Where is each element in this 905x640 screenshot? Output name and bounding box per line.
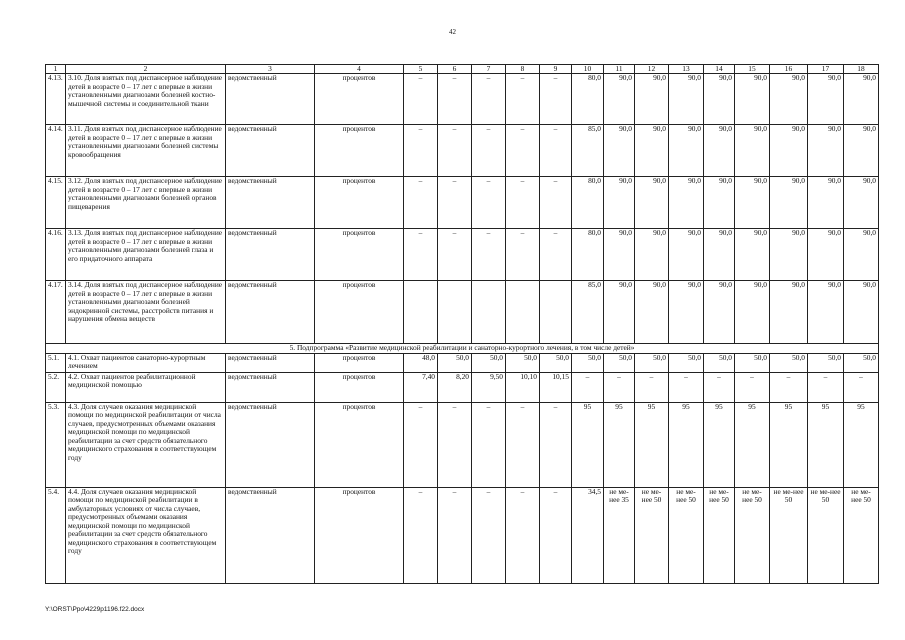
value-cell bbox=[506, 281, 540, 344]
value-cell: 95 bbox=[770, 402, 808, 487]
value-cell: 90,0 bbox=[735, 281, 770, 344]
table-row bbox=[46, 487, 879, 583]
value-cell: 50,0 bbox=[506, 353, 540, 372]
value-cell: 95 bbox=[604, 402, 635, 487]
value-cell: 95 bbox=[808, 402, 844, 487]
value-cell: не ме-нее 50 bbox=[635, 487, 669, 583]
value-cell: – bbox=[472, 402, 506, 487]
value-cell: – bbox=[438, 487, 472, 583]
value-cell: 7,40 bbox=[404, 372, 438, 402]
value-cell: – bbox=[506, 229, 540, 281]
value-cell: не ме-нее 50 bbox=[669, 487, 704, 583]
value-cell: 50,0 bbox=[704, 353, 735, 372]
value-cell: 90,0 bbox=[844, 125, 879, 177]
value-cell: 90,0 bbox=[604, 281, 635, 344]
value-cell: – bbox=[604, 372, 635, 402]
value-cell: 90,0 bbox=[704, 177, 735, 229]
indicator-type: ведомственный bbox=[226, 177, 315, 229]
value-cell: 90,0 bbox=[669, 74, 704, 125]
indicator-type: ведомственный bbox=[226, 372, 315, 402]
value-cell: 50,0 bbox=[770, 353, 808, 372]
indicators-table bbox=[45, 64, 879, 584]
value-cell: – bbox=[404, 177, 438, 229]
value-cell: – bbox=[735, 372, 770, 402]
value-cell: 90,0 bbox=[770, 177, 808, 229]
value-cell: не ме-нее 50 bbox=[770, 487, 808, 583]
value-cell: 90,0 bbox=[604, 125, 635, 177]
table-row bbox=[46, 125, 879, 177]
value-cell: – bbox=[404, 229, 438, 281]
value-cell: 80,0 bbox=[572, 177, 604, 229]
value-cell: 90,0 bbox=[635, 74, 669, 125]
value-cell: 90,0 bbox=[635, 125, 669, 177]
value-cell: – bbox=[844, 372, 879, 402]
value-cell: – bbox=[404, 74, 438, 125]
indicator-type: ведомственный bbox=[226, 487, 315, 583]
value-cell: 90,0 bbox=[669, 281, 704, 344]
value-cell: – bbox=[438, 402, 472, 487]
col-number: 6 bbox=[438, 65, 472, 74]
col-number: 11 bbox=[604, 65, 635, 74]
value-cell: не ме-нее 50 bbox=[704, 487, 735, 583]
indicator-unit: процентов bbox=[315, 125, 404, 177]
page-number: 42 bbox=[449, 28, 456, 36]
table-row bbox=[46, 177, 879, 229]
value-cell: 90,0 bbox=[604, 74, 635, 125]
indicator-type: ведомственный bbox=[226, 353, 315, 372]
value-cell bbox=[438, 281, 472, 344]
value-cell: – bbox=[669, 372, 704, 402]
col-number: 8 bbox=[506, 65, 540, 74]
value-cell: 85,0 bbox=[572, 281, 604, 344]
row-number: 5.4. bbox=[46, 487, 66, 583]
value-cell: – bbox=[704, 372, 735, 402]
value-cell: – bbox=[438, 74, 472, 125]
value-cell: – bbox=[506, 177, 540, 229]
indicator-unit: процентов bbox=[315, 281, 404, 344]
value-cell: – bbox=[472, 74, 506, 125]
value-cell: 10,10 bbox=[506, 372, 540, 402]
value-cell: 50,0 bbox=[635, 353, 669, 372]
value-cell: 10,15 bbox=[540, 372, 572, 402]
value-cell: – bbox=[506, 74, 540, 125]
value-cell: не ме-нее 50 bbox=[808, 487, 844, 583]
value-cell: – bbox=[404, 125, 438, 177]
table-row bbox=[46, 74, 879, 125]
value-cell: 90,0 bbox=[669, 125, 704, 177]
value-cell: 95 bbox=[635, 402, 669, 487]
indicator-unit: процентов bbox=[315, 402, 404, 487]
indicator-name: 3.11. Доля взятых под диспансерное наблюдение детей в возрасте 0 – 17 лет с впервые в жизни установленными диагнозами болезней системы кровообращения bbox=[66, 125, 226, 177]
col-number: 16 bbox=[770, 65, 808, 74]
value-cell: 90,0 bbox=[770, 229, 808, 281]
value-cell: 90,0 bbox=[669, 229, 704, 281]
section-row bbox=[46, 344, 879, 354]
indicator-unit: процентов bbox=[315, 353, 404, 372]
value-cell: 90,0 bbox=[770, 74, 808, 125]
value-cell: 90,0 bbox=[808, 125, 844, 177]
indicator-type: ведомственный bbox=[226, 229, 315, 281]
value-cell: – bbox=[540, 402, 572, 487]
value-cell: – bbox=[404, 487, 438, 583]
indicator-type: ведомственный bbox=[226, 281, 315, 344]
value-cell: 90,0 bbox=[635, 177, 669, 229]
table-row bbox=[46, 402, 879, 487]
value-cell: 50,0 bbox=[438, 353, 472, 372]
value-cell: 95 bbox=[669, 402, 704, 487]
value-cell: 90,0 bbox=[735, 177, 770, 229]
indicator-type: ведомственный bbox=[226, 74, 315, 125]
value-cell: 50,0 bbox=[572, 353, 604, 372]
value-cell: 9,50 bbox=[472, 372, 506, 402]
row-number: 5.1. bbox=[46, 353, 66, 372]
value-cell: 95 bbox=[735, 402, 770, 487]
value-cell: 90,0 bbox=[844, 74, 879, 125]
value-cell: 50,0 bbox=[472, 353, 506, 372]
col-number: 2 bbox=[66, 65, 226, 74]
value-cell: не ме-нее 50 bbox=[844, 487, 879, 583]
value-cell: 50,0 bbox=[669, 353, 704, 372]
value-cell bbox=[540, 281, 572, 344]
value-cell: – bbox=[404, 402, 438, 487]
value-cell: 48,0 bbox=[404, 353, 438, 372]
row-number: 4.15. bbox=[46, 177, 66, 229]
value-cell: 90,0 bbox=[735, 229, 770, 281]
value-cell: 90,0 bbox=[704, 74, 735, 125]
value-cell: – bbox=[472, 125, 506, 177]
indicator-unit: процентов bbox=[315, 487, 404, 583]
value-cell: – bbox=[540, 74, 572, 125]
value-cell: 80,0 bbox=[572, 229, 604, 281]
col-number: 13 bbox=[669, 65, 704, 74]
table-row bbox=[46, 281, 879, 344]
col-number: 7 bbox=[472, 65, 506, 74]
indicator-unit: процентов bbox=[315, 229, 404, 281]
value-cell: 90,0 bbox=[604, 177, 635, 229]
indicator-type: ведомственный bbox=[226, 125, 315, 177]
file-path-footer: Y:\ORST\Ppo\4229p1196.f22.docx bbox=[45, 606, 145, 613]
value-cell: – bbox=[472, 177, 506, 229]
indicator-name: 4.3. Доля случаев оказания медицинской помощи по медицинской реабилитации от числа случаев, предусмотренных объемами оказания медицинской помощи по медицинской реабилитации за счет средств обязательного медицинского страхования в соответствующем году bbox=[66, 402, 226, 487]
value-cell: – bbox=[770, 372, 808, 402]
indicator-name: 3.12. Доля взятых под диспансерное наблюдение детей в возрасте 0 – 17 лет с впервые в жизни установленными диагнозами болезней органов пищеварения bbox=[66, 177, 226, 229]
row-number: 4.17. bbox=[46, 281, 66, 344]
value-cell: – bbox=[506, 402, 540, 487]
table-row bbox=[46, 372, 879, 402]
indicator-unit: процентов bbox=[315, 372, 404, 402]
value-cell: 34,5 bbox=[572, 487, 604, 583]
row-number: 4.16. bbox=[46, 229, 66, 281]
value-cell: 80,0 bbox=[572, 74, 604, 125]
col-number: 15 bbox=[735, 65, 770, 74]
table-row bbox=[46, 353, 879, 372]
row-number: 4.13. bbox=[46, 74, 66, 125]
value-cell: – bbox=[438, 229, 472, 281]
indicator-name: 4.4. Доля случаев оказания медицинской помощи по медицинской реабилитации в амбулаторных условиях от числа случаев, предусмотренных объемами оказания медицинской помощи по медицинской реабилитации за счет средств обязательного медицинского страхования в соответствующем году bbox=[66, 487, 226, 583]
value-cell: не ме-нее 50 bbox=[735, 487, 770, 583]
col-number: 3 bbox=[226, 65, 315, 74]
indicator-name: 4.1. Охват пациентов санаторно-курортным лечением bbox=[66, 353, 226, 372]
indicator-name: 3.13. Доля взятых под диспансерное наблюдение детей в возрасте 0 – 17 лет с впервые в жизни установленными диагнозами болезней глаза и его придаточного аппарата bbox=[66, 229, 226, 281]
value-cell: – bbox=[472, 229, 506, 281]
col-number: 12 bbox=[635, 65, 669, 74]
value-cell: 90,0 bbox=[735, 125, 770, 177]
col-number: 1 bbox=[46, 65, 66, 74]
value-cell: – bbox=[635, 372, 669, 402]
value-cell: 90,0 bbox=[808, 229, 844, 281]
value-cell: 95 bbox=[844, 402, 879, 487]
value-cell: 90,0 bbox=[770, 281, 808, 344]
value-cell: 90,0 bbox=[808, 74, 844, 125]
col-number: 14 bbox=[704, 65, 735, 74]
indicator-unit: процентов bbox=[315, 74, 404, 125]
table-row bbox=[46, 229, 879, 281]
value-cell: 90,0 bbox=[770, 125, 808, 177]
value-cell: 90,0 bbox=[808, 177, 844, 229]
value-cell: 50,0 bbox=[540, 353, 572, 372]
indicator-name: 3.10. Доля взятых под диспансерное наблюдение детей в возрасте 0 – 17 лет с впервые в жизни установленными диагнозами болезней костно-мышечной системы и соединительной ткани bbox=[66, 74, 226, 125]
value-cell: – bbox=[572, 372, 604, 402]
value-cell: 50,0 bbox=[735, 353, 770, 372]
value-cell: – bbox=[540, 487, 572, 583]
value-cell: 90,0 bbox=[669, 177, 704, 229]
value-cell: 90,0 bbox=[635, 229, 669, 281]
value-cell: 90,0 bbox=[635, 281, 669, 344]
value-cell: 95 bbox=[704, 402, 735, 487]
value-cell bbox=[404, 281, 438, 344]
value-cell: – bbox=[540, 229, 572, 281]
row-number: 5.2. bbox=[46, 372, 66, 402]
section-title: 5. Подпрограмма «Развитие медицинской реабилитации и санаторно-курортного лечения, в том числе детей» bbox=[46, 344, 879, 354]
value-cell: 90,0 bbox=[735, 74, 770, 125]
value-cell: – bbox=[506, 125, 540, 177]
col-number: 5 bbox=[404, 65, 438, 74]
value-cell: – bbox=[438, 125, 472, 177]
row-number: 5.3. bbox=[46, 402, 66, 487]
value-cell: – bbox=[808, 372, 844, 402]
value-cell: не ме-нее 35 bbox=[604, 487, 635, 583]
row-number: 4.14. bbox=[46, 125, 66, 177]
value-cell: 90,0 bbox=[844, 229, 879, 281]
col-number: 17 bbox=[808, 65, 844, 74]
value-cell: 90,0 bbox=[808, 281, 844, 344]
value-cell: 95 bbox=[572, 402, 604, 487]
value-cell: 90,0 bbox=[604, 229, 635, 281]
value-cell: – bbox=[506, 487, 540, 583]
value-cell: – bbox=[540, 125, 572, 177]
value-cell: – bbox=[472, 487, 506, 583]
indicator-type: ведомственный bbox=[226, 402, 315, 487]
value-cell: 90,0 bbox=[844, 281, 879, 344]
indicator-name: 3.14. Доля взятых под диспансерное наблюдение детей в возрасте 0 – 17 лет с впервые в жизни установленными диагнозами болезней эндокринной системы, расстройств питания и нарушения обмена веществ bbox=[66, 281, 226, 344]
col-number: 18 bbox=[844, 65, 879, 74]
column-number-row bbox=[46, 65, 879, 74]
value-cell: 90,0 bbox=[704, 229, 735, 281]
col-number: 10 bbox=[572, 65, 604, 74]
value-cell: 85,0 bbox=[572, 125, 604, 177]
value-cell: – bbox=[438, 177, 472, 229]
indicator-name: 4.2. Охват пациентов реабилитационной медицинской помощью bbox=[66, 372, 226, 402]
value-cell: 50,0 bbox=[604, 353, 635, 372]
value-cell: 90,0 bbox=[704, 125, 735, 177]
value-cell: 90,0 bbox=[704, 281, 735, 344]
value-cell: 50,0 bbox=[808, 353, 844, 372]
value-cell: 90,0 bbox=[844, 177, 879, 229]
value-cell: – bbox=[540, 177, 572, 229]
indicator-unit: процентов bbox=[315, 177, 404, 229]
col-number: 9 bbox=[540, 65, 572, 74]
value-cell: 50,0 bbox=[844, 353, 879, 372]
value-cell: 8,20 bbox=[438, 372, 472, 402]
value-cell bbox=[472, 281, 506, 344]
col-number: 4 bbox=[315, 65, 404, 74]
